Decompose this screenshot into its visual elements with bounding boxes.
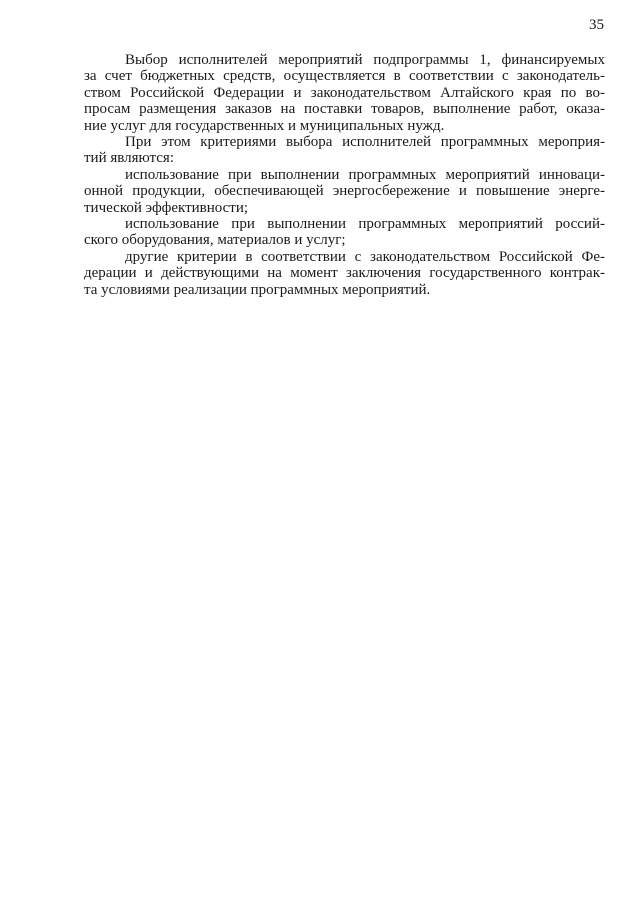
text-line: другие критерии в соответствии с законодательством Российской Фе- xyxy=(125,248,605,265)
text-line: просам размещения заказов на поставки товаров, выполнение работ, оказа- xyxy=(84,101,605,118)
paragraph-criterion-other xyxy=(84,249,605,298)
paragraph-criterion-innovation xyxy=(84,167,605,216)
text-line: та условиями реализации программных мероприятий. xyxy=(84,281,431,298)
text-line: ством Российской Федерации и законодательством Алтайского края по во- xyxy=(84,84,605,101)
paragraph-criterion-russian-equipment xyxy=(84,216,605,249)
text-line: дерации и действующими на момент заключения государственного контрак- xyxy=(84,265,605,282)
text-line: онной продукции, обеспечивающей энергосбережение и повышение энерге- xyxy=(84,183,605,200)
text-line: тической эффективности; xyxy=(84,199,249,216)
paragraph-criteria-intro xyxy=(84,134,605,167)
body-text xyxy=(84,52,605,298)
text-line: тий являются: xyxy=(84,150,174,167)
text-line: ние услуг для государственных и муниципальных нужд. xyxy=(84,117,445,134)
text-line: При этом критериями выбора исполнителей программных мероприя- xyxy=(125,134,605,151)
text-line: использование при выполнении программных мероприятий россий- xyxy=(125,216,605,233)
paragraph-contractor-selection xyxy=(84,52,605,134)
text-line: ского оборудования, материалов и услуг; xyxy=(84,232,346,249)
text-line: Выбор исполнителей мероприятий подпрограммы 1, финансируемых xyxy=(125,52,605,68)
text-line: использование при выполнении программных мероприятий инноваци- xyxy=(125,166,605,183)
text-line: за счет бюджетных средств, осуществляется в соответствии с законодатель- xyxy=(84,68,605,85)
page-number: 35 xyxy=(589,17,604,33)
